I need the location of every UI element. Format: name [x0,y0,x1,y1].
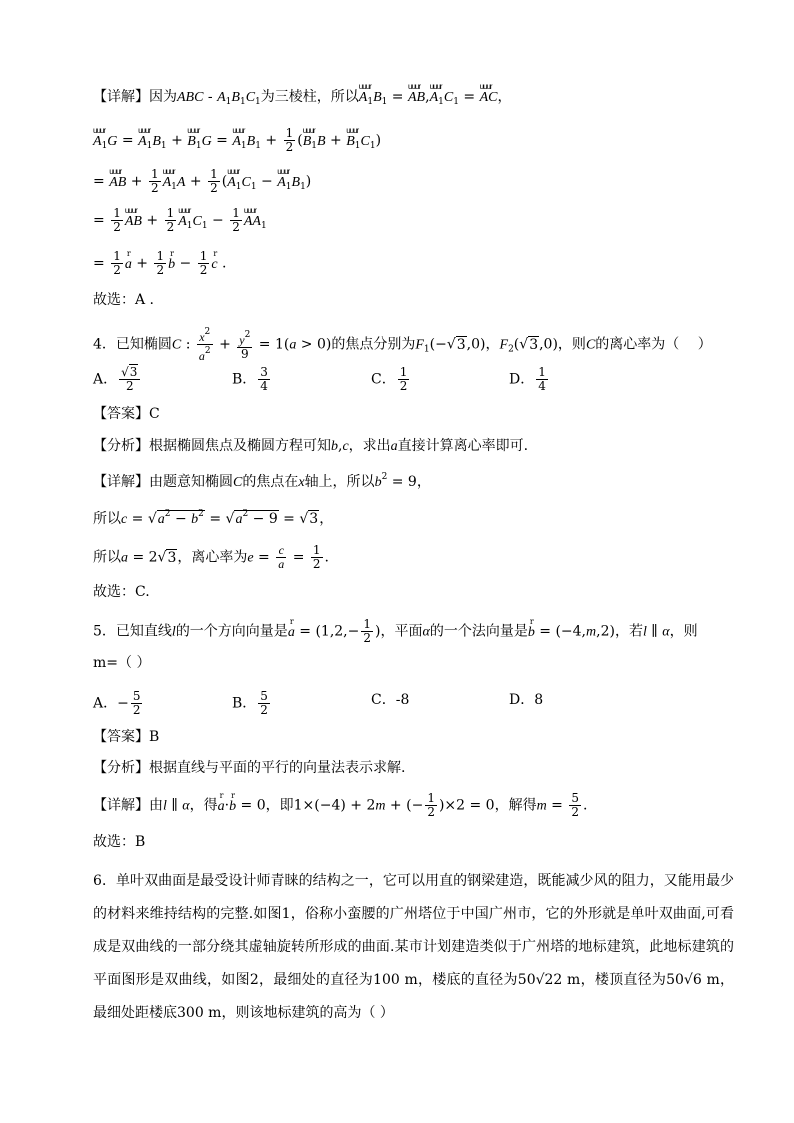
q5-stem-line2: m=（ ） [93,655,151,671]
q5-option-b: B． $\frac{5}{2}$ [232,689,268,717]
q4-detail-line3: 所以a = 2√3，离心率为e = $\frac{c}{a}$ = $\frac{1}{2}$ . [93,543,329,571]
q4-detail-line2: 所以$c = √a^2 - b^2 = √a^2 - 9 = √3$， [93,509,334,527]
q4-option-d: D． $\frac{1}{4}$ [509,365,546,393]
q6-stem: 6．单叶双曲面是最受设计师青睐的结构之一，它可以用直的钢梁建造，既能减少风的阻力，又能用最少的材料来维持结构的完整.如图1，俗称小蛮腰的广州塔位于中国广州市，它的外形就是单叶双曲面,可看成是双曲线的一部分绕其虚轴旋转所形成的曲面.某市计划建造类似于广州塔的地标建筑，此地标建筑的平面图形是双曲线，如图2，最细处的直径为100 m，楼底的直径为50√22 m，楼顶直径为50√6 m，最细处距楼底300 m，则该地标建筑的高为（ ） [93,873,734,1021]
q5-option-a: A．− $\frac{5}{2}$ [93,689,141,717]
detail-tag: 【详解】 [93,89,149,105]
q3-detail-line5: = $\frac{1}{2}$ r a + $\frac{1}{2}$ r b − $\frac{1}{2}$ r c . [93,250,734,277]
q4-option-c: C． $\frac{1}{2}$ [371,365,408,393]
q3-detail-line2: uuur $A_1G$ = uuur $A_1B_1$ + uuur $B_1G$ = uuur $A_1B_1$ + $\frac{1}{2}$ (uuur $B_1B$ + uuur $B_1C_1$) [93,127,734,156]
q5-stem-line1: 5．已知直线l的一个方向向量是r a = (1,2,− $\frac{1}{2}$ )，平面α的一个法向量是r b = (−4,m,2)，若l ∥ α，则 [93,618,734,645]
q4-choice: 故选：C. [93,584,150,600]
q3-detail-line3: = uuur AB + $\frac{1}{2}$ uuur $A_1A$ + $\frac{1}{2}$ (uuur $A_1C_1$ − uuur $A_1B_1$) [93,168,734,197]
q4-answer: 【答案】C [93,406,160,422]
q4-option-a: A． $\frac{√3}{2}$ [93,366,142,393]
q4-stem: 4．已知椭圆C : $\frac{x^2}{a^2}$ + $\frac{y^2}{9}$ = 1(a > 0)的焦点分别为$F_1(-√3,0)$，$F_2(√3,0)$，则C的离心率为（ ） [93,327,712,363]
q4-analysis: 【分析】根据椭圆焦点及椭圆方程可知b,c，求出a直接计算离心率即可. [93,438,529,454]
q4-option-b: B． $\frac{3}{4}$ [232,365,268,393]
q3-choice: 故选：A . [93,292,155,308]
q5-option-d: D．8 [509,692,544,708]
q5-answer: 【答案】B [93,729,160,745]
q5-option-c: C．-8 [371,692,410,708]
q5-analysis: 【分析】根据直线与平面的平行的向量法表示求解. [93,760,406,776]
q4-detail-line1: 【详解】由题意知椭圆C的焦点在x轴上，所以$b^2 = 9$， [93,472,431,490]
q3-detail-line1: 【详解】因为ABC - $A_1B_1C_1$为三棱柱，所以uuur $A_1B_1$ = uuur AB,uuur $A_1C_1$ = uuur AC， [93,87,734,112]
q3-detail-line4: = $\frac{1}{2}$ uuur AB + $\frac{1}{2}$ uuur $A_1C_1$ − $\frac{1}{2}$ uuur $AA_1$ [93,207,734,236]
q5-detail: 【详解】由l ∥ α，得r a·r b = 0，即1×(−4) + 2m + (− $\frac{1}{2}$ )×2 = 0，解得m = $\frac{5}{2}$ . [93,792,734,819]
q5-choice: 故选：B [93,834,146,850]
